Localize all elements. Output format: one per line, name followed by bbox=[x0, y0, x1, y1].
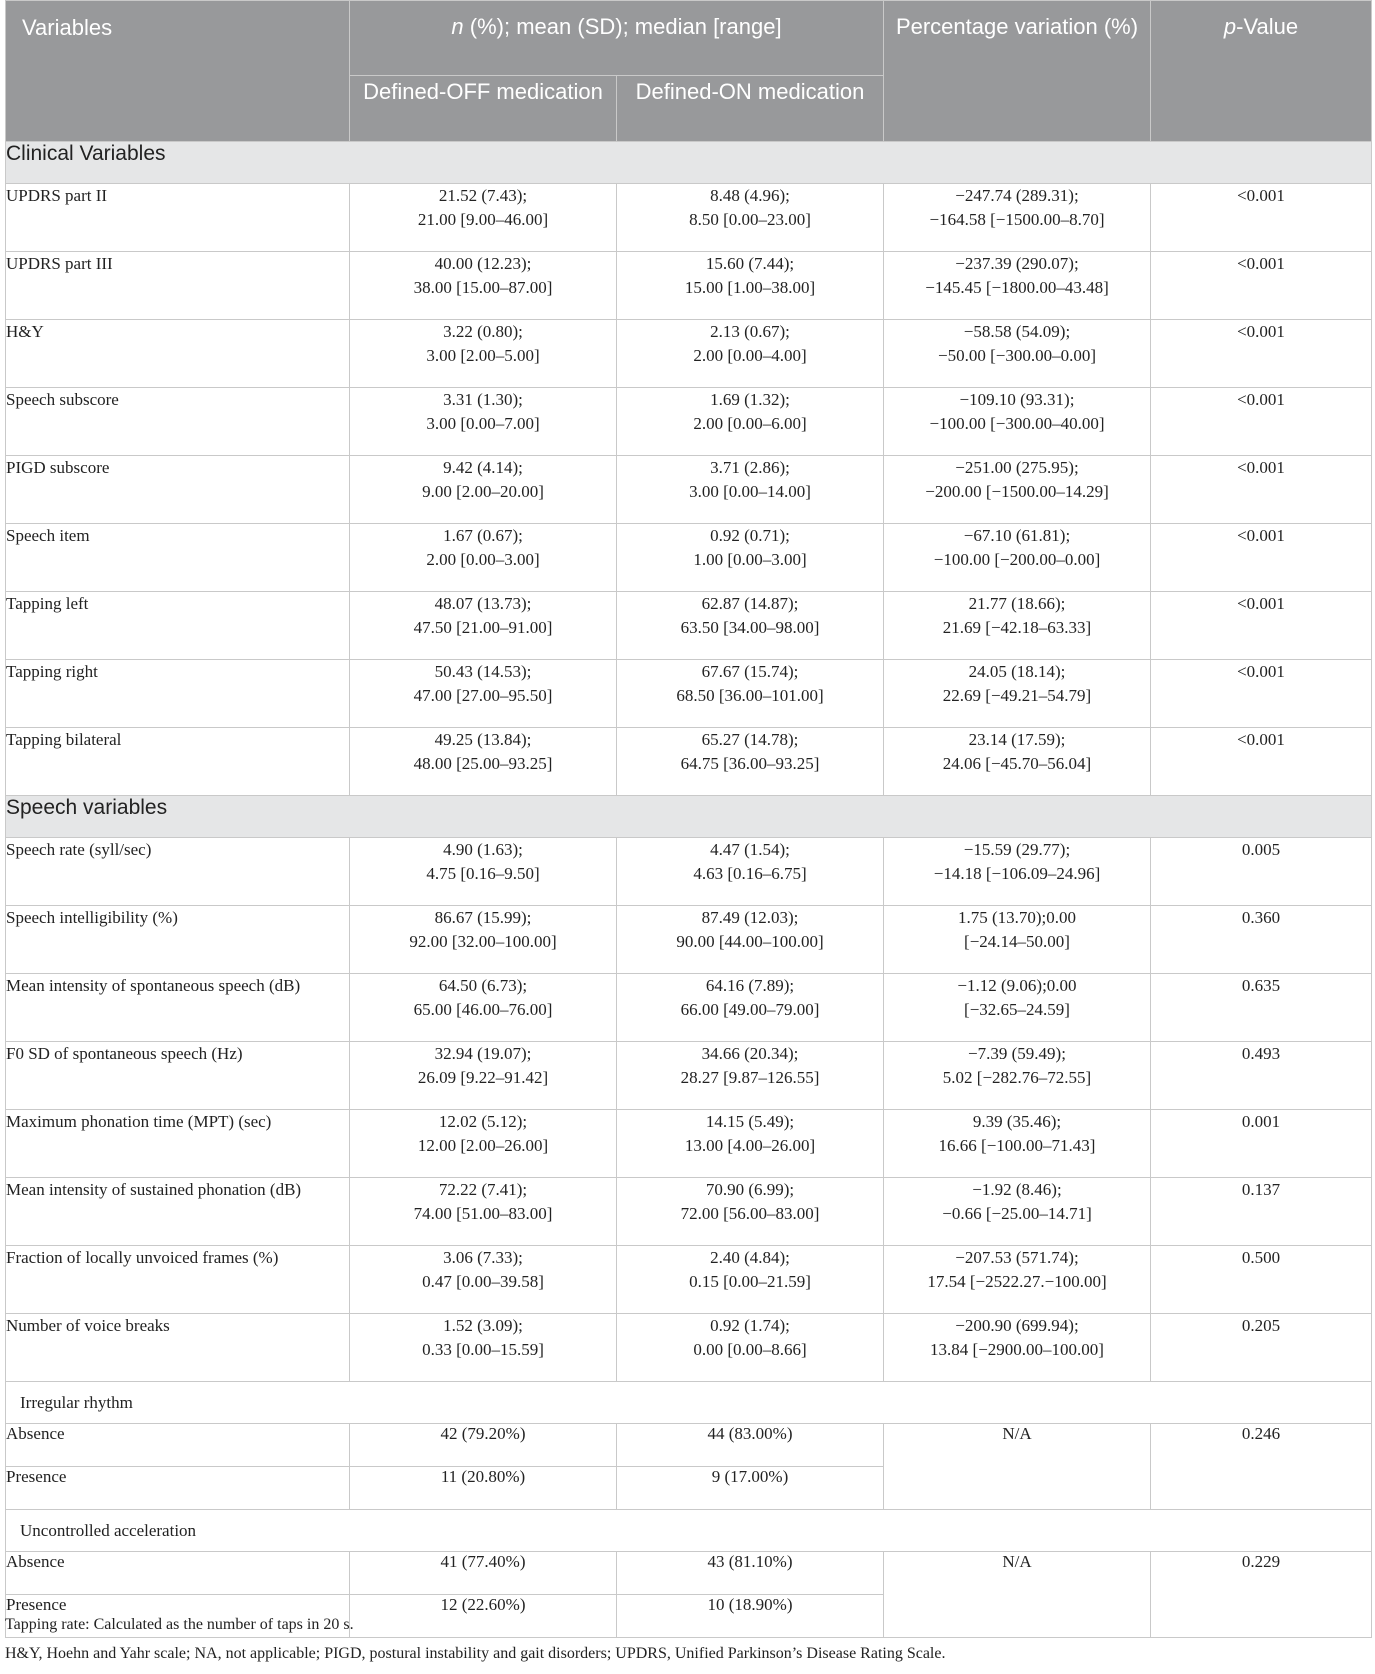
p-value: <0.001 bbox=[1151, 524, 1372, 592]
off-medication-value bbox=[350, 456, 617, 524]
table-row bbox=[6, 906, 1372, 974]
off-value-line2: 92.00 [32.00–100.00] bbox=[409, 932, 557, 951]
presence-label: Presence bbox=[6, 1595, 350, 1638]
pct-value-line1: 21.77 (18.66); bbox=[968, 594, 1066, 613]
on-value-line1: 14.15 (5.49); bbox=[705, 1112, 795, 1131]
off-value-line1: 21.52 (7.43); bbox=[438, 186, 528, 205]
pct-value-line1: −1.12 (9.06);0.00 bbox=[957, 976, 1077, 995]
variable-label: UPDRS part II bbox=[6, 184, 350, 252]
table-row bbox=[6, 1314, 1372, 1382]
table-row bbox=[6, 1042, 1372, 1110]
on-medication-value bbox=[617, 1042, 884, 1110]
on-medication-value bbox=[617, 184, 884, 252]
off-value-line2: 26.09 [9.22–91.42] bbox=[417, 1068, 549, 1087]
off-value-line2: 3.00 [2.00–5.00] bbox=[426, 346, 540, 365]
off-medication-value bbox=[350, 1042, 617, 1110]
p-value: 0.493 bbox=[1151, 1042, 1372, 1110]
off-medication-value bbox=[350, 592, 617, 660]
on-value-line2: 64.75 [36.00–93.25] bbox=[680, 754, 820, 773]
percentage-variation-value bbox=[884, 1042, 1151, 1110]
on-value-line2: 68.50 [36.00–101.00] bbox=[676, 686, 824, 705]
group-header-row bbox=[6, 1510, 1372, 1552]
pct-value-line1: −207.53 (571.74); bbox=[955, 1248, 1079, 1267]
pct-value-line2: −145.45 [−1800.00–43.48] bbox=[925, 278, 1109, 297]
on-medication-value bbox=[617, 320, 884, 388]
pct-value-line2: [−32.65–24.59] bbox=[964, 1000, 1070, 1019]
p-value: <0.001 bbox=[1151, 456, 1372, 524]
on-value-line1: 3.71 (2.86); bbox=[710, 458, 790, 477]
pct-value-line1: −247.74 (289.31); bbox=[955, 186, 1079, 205]
on-value-line1: 4.47 (1.54); bbox=[710, 840, 790, 859]
off-medication-value bbox=[350, 524, 617, 592]
off-value-line2: 74.00 [51.00–83.00] bbox=[413, 1204, 553, 1223]
on-medication-value bbox=[617, 592, 884, 660]
section-clinical-variables-row bbox=[6, 142, 1372, 184]
footnote-tapping: Tapping rate: Calculated as the number of taps in 20 s. bbox=[5, 1616, 354, 1633]
pct-value-line2: −0.66 [−25.00–14.71] bbox=[942, 1204, 1092, 1223]
variable-label: Speech intelligibility (%) bbox=[6, 906, 350, 974]
variable-label: H&Y bbox=[6, 320, 350, 388]
pct-value-line1: 1.75 (13.70);0.00 bbox=[957, 908, 1077, 927]
variable-label: Speech subscore bbox=[6, 388, 350, 456]
percentage-variation-value bbox=[884, 388, 1151, 456]
pct-value-line2: −100.00 [−200.00–0.00] bbox=[933, 550, 1101, 569]
table-row bbox=[6, 320, 1372, 388]
off-value-line1: 1.52 (3.09); bbox=[443, 1316, 523, 1335]
on-value-line1: 1.69 (1.32); bbox=[710, 390, 790, 409]
on-value-line1: 8.48 (4.96); bbox=[710, 186, 790, 205]
table-row bbox=[6, 524, 1372, 592]
pct-value-line1: −251.00 (275.95); bbox=[955, 458, 1079, 477]
off-value-line1: 40.00 (12.23); bbox=[434, 254, 532, 273]
variable-label: Tapping bilateral bbox=[6, 728, 350, 796]
off-value-line2: 2.00 [0.00–3.00] bbox=[426, 550, 540, 569]
percentage-variation-value bbox=[884, 660, 1151, 728]
on-value-line2: 72.00 [56.00–83.00] bbox=[680, 1204, 820, 1223]
percentage-variation-value bbox=[884, 974, 1151, 1042]
on-value-line2: 66.00 [49.00–79.00] bbox=[680, 1000, 820, 1019]
pct-value-line1: −109.10 (93.31); bbox=[959, 390, 1075, 409]
variable-label: Number of voice breaks bbox=[6, 1314, 350, 1382]
on-value-line2: 4.63 [0.16–6.75] bbox=[693, 864, 807, 883]
percentage-variation-value bbox=[884, 456, 1151, 524]
variable-label: Mean intensity of sustained phonation (dB) bbox=[6, 1178, 350, 1246]
on-value-line1: 70.90 (6.99); bbox=[705, 1180, 795, 1199]
p-value: <0.001 bbox=[1151, 728, 1372, 796]
percentage-variation-value bbox=[884, 592, 1151, 660]
absence-label: Absence bbox=[6, 1424, 350, 1467]
on-value-line2: 3.00 [0.00–14.00] bbox=[689, 482, 811, 501]
pct-value-line1: −237.39 (290.07); bbox=[955, 254, 1079, 273]
on-medication-value bbox=[617, 660, 884, 728]
off-value-line1: 32.94 (19.07); bbox=[434, 1044, 532, 1063]
variable-label: Speech item bbox=[6, 524, 350, 592]
on-value-line2: 2.00 [0.00–6.00] bbox=[693, 414, 807, 433]
off-medication-value bbox=[350, 838, 617, 906]
on-value-line1: 0.92 (1.74); bbox=[710, 1316, 790, 1335]
on-value-line1: 65.27 (14.78); bbox=[701, 730, 799, 749]
presence-on-value: 9 (17.00%) bbox=[617, 1467, 884, 1510]
variable-label: Tapping right bbox=[6, 660, 350, 728]
variable-label: Speech rate (syll/sec) bbox=[6, 838, 350, 906]
table-row bbox=[6, 838, 1372, 906]
percentage-variation-na: N/A bbox=[884, 1424, 1151, 1510]
header-stats: n (%); mean (SD); median [range] bbox=[350, 1, 884, 76]
on-medication-value bbox=[617, 1246, 884, 1314]
pct-value-line2: 16.66 [−100.00–71.43] bbox=[938, 1136, 1096, 1155]
on-medication-value bbox=[617, 906, 884, 974]
footnote-abbreviations: H&Y, Hoehn and Yahr scale; NA, not applicable; PIGD, postural instability and gait disorders; UPDRS, Unified Parkinson’s Disease Rating Scale. bbox=[5, 1645, 946, 1662]
on-medication-value bbox=[617, 456, 884, 524]
off-medication-value bbox=[350, 1246, 617, 1314]
pct-value-line1: 24.05 (18.14); bbox=[968, 662, 1066, 681]
p-value: 0.001 bbox=[1151, 1110, 1372, 1178]
off-medication-value bbox=[350, 1110, 617, 1178]
on-value-line1: 64.16 (7.89); bbox=[705, 976, 795, 995]
percentage-variation-value bbox=[884, 320, 1151, 388]
header-variables: Variables bbox=[6, 1, 350, 142]
off-value-line2: 47.00 [27.00–95.50] bbox=[413, 686, 553, 705]
header-off-medication: Defined-OFF medication bbox=[350, 76, 617, 142]
presence-off-value: 12 (22.60%) bbox=[350, 1595, 617, 1638]
on-medication-value bbox=[617, 728, 884, 796]
on-value-line2: 0.15 [0.00–21.59] bbox=[689, 1272, 811, 1291]
off-value-line1: 72.22 (7.41); bbox=[438, 1180, 528, 1199]
off-value-line1: 49.25 (13.84); bbox=[434, 730, 532, 749]
section-speech-variables-row bbox=[6, 796, 1372, 838]
p-value: <0.001 bbox=[1151, 320, 1372, 388]
section-speech-variables: Speech variables bbox=[6, 796, 1372, 838]
on-medication-value bbox=[617, 974, 884, 1042]
off-value-line1: 4.90 (1.63); bbox=[443, 840, 523, 859]
variable-label: Tapping left bbox=[6, 592, 350, 660]
off-value-line1: 9.42 (4.14); bbox=[443, 458, 523, 477]
pct-value-line2: 24.06 [−45.70–56.04] bbox=[942, 754, 1092, 773]
pct-value-line2: −100.00 [−300.00–40.00] bbox=[929, 414, 1105, 433]
percentage-variation-value bbox=[884, 728, 1151, 796]
pct-value-line2: −50.00 [−300.00–0.00] bbox=[938, 346, 1096, 365]
on-medication-value bbox=[617, 838, 884, 906]
off-value-line1: 48.07 (13.73); bbox=[434, 594, 532, 613]
on-value-line1: 34.66 (20.34); bbox=[701, 1044, 799, 1063]
on-value-line2: 2.00 [0.00–4.00] bbox=[693, 346, 807, 365]
presence-on-value: 10 (18.90%) bbox=[617, 1595, 884, 1638]
results-table-container bbox=[5, 0, 1371, 1638]
group-label: Uncontrolled acceleration bbox=[6, 1510, 1372, 1552]
pct-value-line2: 5.02 [−282.76–72.55] bbox=[942, 1068, 1092, 1087]
on-medication-value bbox=[617, 1110, 884, 1178]
on-medication-value bbox=[617, 388, 884, 456]
off-value-line1: 1.67 (0.67); bbox=[443, 526, 523, 545]
pct-value-line1: −67.10 (61.81); bbox=[963, 526, 1071, 545]
variable-label: F0 SD of spontaneous speech (Hz) bbox=[6, 1042, 350, 1110]
p-value: <0.001 bbox=[1151, 592, 1372, 660]
percentage-variation-value bbox=[884, 1178, 1151, 1246]
off-value-line1: 3.22 (0.80); bbox=[443, 322, 523, 341]
percentage-variation-value bbox=[884, 838, 1151, 906]
off-medication-value bbox=[350, 1314, 617, 1382]
table-row bbox=[6, 388, 1372, 456]
group-header-row bbox=[6, 1382, 1372, 1424]
p-value: 0.229 bbox=[1151, 1552, 1372, 1638]
off-value-line1: 3.06 (7.33); bbox=[443, 1248, 523, 1267]
off-value-line2: 0.33 [0.00–15.59] bbox=[422, 1340, 544, 1359]
p-value: 0.360 bbox=[1151, 906, 1372, 974]
off-value-line2: 21.00 [9.00–46.00] bbox=[417, 210, 549, 229]
p-value: 0.635 bbox=[1151, 974, 1372, 1042]
pct-value-line2: 17.54 [−2522.27.−100.00] bbox=[927, 1272, 1107, 1291]
variable-label: PIGD subscore bbox=[6, 456, 350, 524]
on-medication-value bbox=[617, 524, 884, 592]
off-value-line2: 3.00 [0.00–7.00] bbox=[426, 414, 540, 433]
on-medication-value bbox=[617, 1314, 884, 1382]
on-medication-value bbox=[617, 252, 884, 320]
p-value: <0.001 bbox=[1151, 660, 1372, 728]
on-value-line2: 13.00 [4.00–26.00] bbox=[684, 1136, 816, 1155]
table-row bbox=[6, 456, 1372, 524]
absence-off-value: 41 (77.40%) bbox=[350, 1552, 617, 1595]
off-value-line2: 47.50 [21.00–91.00] bbox=[413, 618, 553, 637]
pct-value-line2: −164.58 [−1500.00–8.70] bbox=[929, 210, 1105, 229]
variable-label: UPDRS part III bbox=[6, 252, 350, 320]
table-row bbox=[6, 592, 1372, 660]
percentage-variation-na: N/A bbox=[884, 1552, 1151, 1638]
table-row bbox=[6, 184, 1372, 252]
off-medication-value bbox=[350, 660, 617, 728]
p-value: <0.001 bbox=[1151, 252, 1372, 320]
p-value: <0.001 bbox=[1151, 184, 1372, 252]
off-value-line1: 12.02 (5.12); bbox=[438, 1112, 528, 1131]
off-value-line1: 50.43 (14.53); bbox=[434, 662, 532, 681]
percentage-variation-value bbox=[884, 1314, 1151, 1382]
table-row bbox=[6, 1178, 1372, 1246]
off-medication-value bbox=[350, 252, 617, 320]
p-value: 0.246 bbox=[1151, 1424, 1372, 1510]
pct-value-line1: −58.58 (54.09); bbox=[963, 322, 1071, 341]
pct-value-line1: −7.39 (59.49); bbox=[968, 1044, 1066, 1063]
on-value-line1: 67.67 (15.74); bbox=[701, 662, 799, 681]
off-medication-value bbox=[350, 184, 617, 252]
percentage-variation-value bbox=[884, 184, 1151, 252]
table-row bbox=[6, 1246, 1372, 1314]
pct-value-line2: 21.69 [−42.18–63.33] bbox=[942, 618, 1092, 637]
table-row bbox=[6, 252, 1372, 320]
pct-value-line2: [−24.14–50.00] bbox=[964, 932, 1070, 951]
percentage-variation-value bbox=[884, 252, 1151, 320]
pct-value-line1: −15.59 (29.77); bbox=[963, 840, 1071, 859]
pct-value-line1: −200.90 (699.94); bbox=[955, 1316, 1079, 1335]
on-value-line2: 63.50 [34.00–98.00] bbox=[680, 618, 820, 637]
off-value-line2: 0.47 [0.00–39.58] bbox=[422, 1272, 544, 1291]
p-value: 0.137 bbox=[1151, 1178, 1372, 1246]
table-row bbox=[6, 974, 1372, 1042]
off-value-line2: 4.75 [0.16–9.50] bbox=[426, 864, 540, 883]
variable-label: Fraction of locally unvoiced frames (%) bbox=[6, 1246, 350, 1314]
off-medication-value bbox=[350, 728, 617, 796]
header-percentage-variation: Percentage variation (%) bbox=[884, 1, 1151, 142]
absence-label: Absence bbox=[6, 1552, 350, 1595]
pct-value-line2: 22.69 [−49.21–54.79] bbox=[942, 686, 1092, 705]
on-value-line2: 90.00 [44.00–100.00] bbox=[676, 932, 824, 951]
p-value: <0.001 bbox=[1151, 388, 1372, 456]
p-value: 0.005 bbox=[1151, 838, 1372, 906]
on-value-line2: 0.00 [0.00–8.66] bbox=[693, 1340, 807, 1359]
off-medication-value bbox=[350, 974, 617, 1042]
section-clinical-variables: Clinical Variables bbox=[6, 142, 1372, 184]
pct-value-line1: 23.14 (17.59); bbox=[968, 730, 1066, 749]
off-value-line1: 3.31 (1.30); bbox=[443, 390, 523, 409]
on-value-line1: 2.13 (0.67); bbox=[710, 322, 790, 341]
on-value-line1: 2.40 (4.84); bbox=[710, 1248, 790, 1267]
percentage-variation-value bbox=[884, 524, 1151, 592]
group-label: Irregular rhythm bbox=[6, 1382, 1372, 1424]
off-medication-value bbox=[350, 1178, 617, 1246]
table-row bbox=[6, 728, 1372, 796]
off-value-line2: 48.00 [25.00–93.25] bbox=[413, 754, 553, 773]
on-value-line1: 87.49 (12.03); bbox=[701, 908, 799, 927]
table-row bbox=[6, 1110, 1372, 1178]
results-table bbox=[5, 0, 1372, 1638]
table-row bbox=[6, 1552, 1372, 1595]
pct-value-line1: −1.92 (8.46); bbox=[972, 1180, 1062, 1199]
p-value: 0.500 bbox=[1151, 1246, 1372, 1314]
off-medication-value bbox=[350, 388, 617, 456]
presence-label: Presence bbox=[6, 1467, 350, 1510]
off-value-line2: 65.00 [46.00–76.00] bbox=[413, 1000, 553, 1019]
on-medication-value bbox=[617, 1178, 884, 1246]
off-value-line2: 9.00 [2.00–20.00] bbox=[422, 482, 544, 501]
p-value: 0.205 bbox=[1151, 1314, 1372, 1382]
presence-off-value: 11 (20.80%) bbox=[350, 1467, 617, 1510]
off-value-line1: 64.50 (6.73); bbox=[438, 976, 528, 995]
on-value-line2: 15.00 [1.00–38.00] bbox=[684, 278, 816, 297]
pct-value-line2: −200.00 [−1500.00–14.29] bbox=[925, 482, 1109, 501]
pct-value-line2: 13.84 [−2900.00–100.00] bbox=[930, 1340, 1104, 1359]
off-medication-value bbox=[350, 906, 617, 974]
off-value-line2: 12.00 [2.00–26.00] bbox=[417, 1136, 549, 1155]
table-header-row bbox=[6, 1, 1372, 76]
table-row bbox=[6, 1424, 1372, 1467]
off-value-line2: 38.00 [15.00–87.00] bbox=[413, 278, 553, 297]
percentage-variation-value bbox=[884, 1246, 1151, 1314]
pct-value-line2: −14.18 [−106.09–24.96] bbox=[933, 864, 1101, 883]
on-value-line2: 8.50 [0.00–23.00] bbox=[689, 210, 811, 229]
on-value-line2: 1.00 [0.00–3.00] bbox=[693, 550, 807, 569]
header-on-medication: Defined-ON medication bbox=[617, 76, 884, 142]
header-p-value: p-Value bbox=[1151, 1, 1372, 142]
off-medication-value bbox=[350, 320, 617, 388]
percentage-variation-value bbox=[884, 1110, 1151, 1178]
table-row bbox=[6, 660, 1372, 728]
percentage-variation-value bbox=[884, 906, 1151, 974]
off-value-line1: 86.67 (15.99); bbox=[434, 908, 532, 927]
absence-on-value: 43 (81.10%) bbox=[617, 1552, 884, 1595]
on-value-line1: 15.60 (7.44); bbox=[705, 254, 795, 273]
absence-off-value: 42 (79.20%) bbox=[350, 1424, 617, 1467]
on-value-line1: 62.87 (14.87); bbox=[701, 594, 799, 613]
variable-label: Mean intensity of spontaneous speech (dB) bbox=[6, 974, 350, 1042]
absence-on-value: 44 (83.00%) bbox=[617, 1424, 884, 1467]
variable-label: Maximum phonation time (MPT) (sec) bbox=[6, 1110, 350, 1178]
pct-value-line1: 9.39 (35.46); bbox=[972, 1112, 1062, 1131]
on-value-line2: 28.27 [9.87–126.55] bbox=[680, 1068, 820, 1087]
on-value-line1: 0.92 (0.71); bbox=[710, 526, 790, 545]
